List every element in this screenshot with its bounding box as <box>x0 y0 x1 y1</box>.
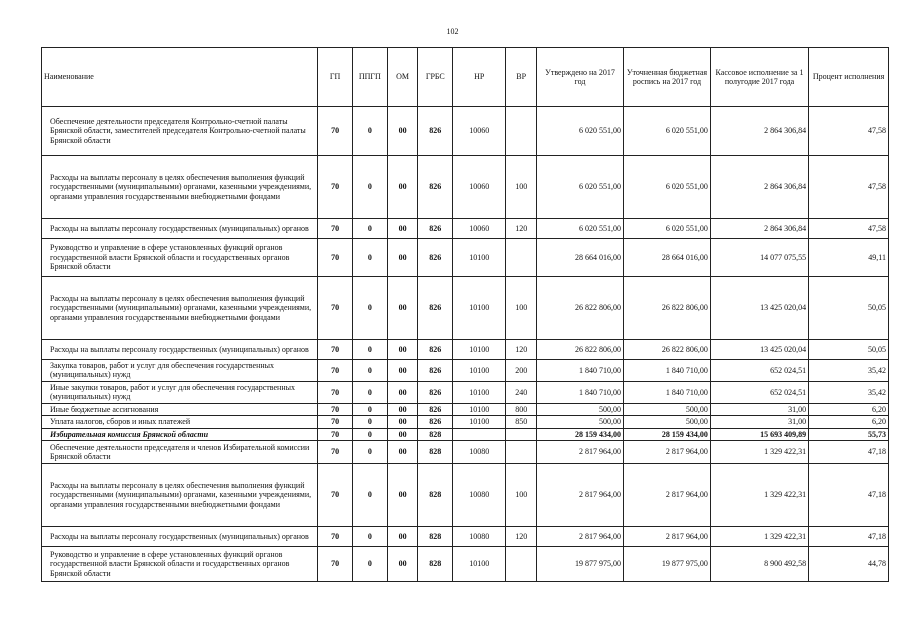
row-executed: 2 864 306,84 <box>710 107 808 156</box>
row-vr: 200 <box>506 360 537 382</box>
row-name: Уплата налогов, сборов и иных платежей <box>42 416 318 428</box>
row-nr: 10100 <box>453 360 506 382</box>
table-row <box>42 527 889 547</box>
table-row <box>42 416 889 428</box>
row-approved: 6 020 551,00 <box>537 156 624 219</box>
row-ppgp: 0 <box>352 219 387 239</box>
row-grbs: 826 <box>418 156 453 219</box>
row-refined: 19 877 975,00 <box>623 547 710 582</box>
table-row <box>42 360 889 382</box>
row-om: 00 <box>387 464 418 527</box>
row-percent: 6,20 <box>809 416 889 428</box>
row-executed: 8 900 492,58 <box>710 547 808 582</box>
row-refined: 1 840 710,00 <box>623 360 710 382</box>
row-gp: 70 <box>318 527 353 547</box>
row-nr: 10080 <box>453 464 506 527</box>
row-vr: 100 <box>506 464 537 527</box>
row-name: Расходы на выплаты персоналу в целях обеспечения выполнения функций государственными (муниципальными) органами, казенными учреждениями, органами управления государственными внебюджетными фондами <box>42 277 318 340</box>
row-percent: 47,18 <box>809 464 889 527</box>
row-grbs: 828 <box>418 547 453 582</box>
row-percent: 47,58 <box>809 156 889 219</box>
row-percent: 47,58 <box>809 107 889 156</box>
header-nr: НР <box>453 48 506 107</box>
table-row <box>42 464 889 527</box>
row-ppgp: 0 <box>352 547 387 582</box>
row-executed: 1 329 422,31 <box>710 441 808 464</box>
row-grbs: 826 <box>418 403 453 415</box>
row-percent: 35,42 <box>809 360 889 382</box>
row-nr: 10080 <box>453 527 506 547</box>
row-vr <box>506 441 537 464</box>
row-refined: 6 020 551,00 <box>623 107 710 156</box>
row-gp: 70 <box>318 416 353 428</box>
row-executed: 2 864 306,84 <box>710 156 808 219</box>
table-row <box>42 277 889 340</box>
row-refined: 28 664 016,00 <box>623 239 710 277</box>
row-nr: 10100 <box>453 403 506 415</box>
row-gp: 70 <box>318 428 353 440</box>
row-vr <box>506 107 537 156</box>
row-refined: 1 840 710,00 <box>623 381 710 403</box>
row-om: 00 <box>387 219 418 239</box>
header-gp: ГП <box>318 48 353 107</box>
row-name: Закупка товаров, работ и услуг для обеспечения государственных (муниципальных) нужд <box>42 360 318 382</box>
table-row <box>42 428 889 440</box>
row-vr: 120 <box>506 219 537 239</box>
row-gp: 70 <box>318 547 353 582</box>
header-name: Наименование <box>42 48 318 107</box>
row-om: 00 <box>387 403 418 415</box>
row-grbs: 826 <box>418 416 453 428</box>
row-om: 00 <box>387 381 418 403</box>
row-gp: 70 <box>318 360 353 382</box>
row-approved: 1 840 710,00 <box>537 360 624 382</box>
row-grbs: 826 <box>418 239 453 277</box>
row-percent: 55,73 <box>809 428 889 440</box>
row-percent: 47,58 <box>809 219 889 239</box>
header-vr: ВР <box>506 48 537 107</box>
row-approved: 26 822 806,00 <box>537 340 624 360</box>
row-vr: 850 <box>506 416 537 428</box>
row-nr: 10100 <box>453 340 506 360</box>
row-refined: 6 020 551,00 <box>623 156 710 219</box>
row-om: 00 <box>387 239 418 277</box>
row-executed: 13 425 020,04 <box>710 340 808 360</box>
row-grbs: 826 <box>418 381 453 403</box>
row-ppgp: 0 <box>352 360 387 382</box>
row-executed: 13 425 020,04 <box>710 277 808 340</box>
row-nr: 10100 <box>453 239 506 277</box>
row-percent: 50,05 <box>809 277 889 340</box>
row-refined: 26 822 806,00 <box>623 340 710 360</box>
row-om: 00 <box>387 360 418 382</box>
row-nr: 10100 <box>453 547 506 582</box>
row-approved: 500,00 <box>537 416 624 428</box>
table-row <box>42 403 889 415</box>
row-percent: 35,42 <box>809 381 889 403</box>
table-body <box>42 107 889 582</box>
row-nr: 10060 <box>453 107 506 156</box>
row-grbs: 828 <box>418 464 453 527</box>
row-grbs: 828 <box>418 428 453 440</box>
row-approved: 6 020 551,00 <box>537 219 624 239</box>
row-nr: 10100 <box>453 277 506 340</box>
row-nr: 10060 <box>453 219 506 239</box>
row-name: Избирательная комиссия Брянской области <box>42 428 318 440</box>
row-executed: 15 693 409,89 <box>710 428 808 440</box>
row-refined: 2 817 964,00 <box>623 441 710 464</box>
table-row <box>42 107 889 156</box>
row-vr: 100 <box>506 277 537 340</box>
row-ppgp: 0 <box>352 527 387 547</box>
row-ppgp: 0 <box>352 428 387 440</box>
row-name: Расходы на выплаты персоналу в целях обеспечения выполнения функций государственными (муниципальными) органами, казенными учреждениями, органами управления государственными внебюджетными фондами <box>42 464 318 527</box>
row-ppgp: 0 <box>352 416 387 428</box>
row-gp: 70 <box>318 381 353 403</box>
row-gp: 70 <box>318 239 353 277</box>
row-ppgp: 0 <box>352 403 387 415</box>
row-vr: 240 <box>506 381 537 403</box>
header-ppgp: ППГП <box>352 48 387 107</box>
table-row <box>42 219 889 239</box>
table-row <box>42 239 889 277</box>
row-nr: 10100 <box>453 381 506 403</box>
row-executed: 652 024,51 <box>710 381 808 403</box>
row-ppgp: 0 <box>352 239 387 277</box>
row-refined: 26 822 806,00 <box>623 277 710 340</box>
header-executed: Кассовое исполнение за 1 полугодие 2017 года <box>710 48 808 107</box>
header-approved: Утверждено на 2017 год <box>537 48 624 107</box>
row-approved: 19 877 975,00 <box>537 547 624 582</box>
row-vr: 120 <box>506 340 537 360</box>
row-om: 00 <box>387 156 418 219</box>
row-name: Иные закупки товаров, работ и услуг для обеспечения государственных (муниципальных) нужд <box>42 381 318 403</box>
row-grbs: 826 <box>418 340 453 360</box>
row-executed: 2 864 306,84 <box>710 219 808 239</box>
row-om: 00 <box>387 107 418 156</box>
row-gp: 70 <box>318 340 353 360</box>
row-om: 00 <box>387 547 418 582</box>
header-percent: Процент исполнения <box>809 48 889 107</box>
row-name: Расходы на выплаты персоналу государственных (муниципальных) органов <box>42 527 318 547</box>
table-row <box>42 381 889 403</box>
row-executed: 31,00 <box>710 416 808 428</box>
row-ppgp: 0 <box>352 340 387 360</box>
row-gp: 70 <box>318 156 353 219</box>
row-om: 00 <box>387 428 418 440</box>
budget-execution-table <box>41 47 889 582</box>
row-approved: 500,00 <box>537 403 624 415</box>
row-om: 00 <box>387 340 418 360</box>
row-vr <box>506 547 537 582</box>
row-om: 00 <box>387 416 418 428</box>
row-name: Руководство и управление в сфере установленных функций органов государственной власти Брянской области и государственных органов Брянской области <box>42 239 318 277</box>
row-nr: 10080 <box>453 441 506 464</box>
row-gp: 70 <box>318 277 353 340</box>
row-grbs: 828 <box>418 527 453 547</box>
row-refined: 2 817 964,00 <box>623 527 710 547</box>
row-name: Расходы на выплаты персоналу государственных (муниципальных) органов <box>42 340 318 360</box>
row-name: Обеспечение деятельности председателя Контрольно-счетной палаты Брянской области, заместителей председателя Контрольно-счетной палаты Брянской области <box>42 107 318 156</box>
row-nr: 10060 <box>453 156 506 219</box>
row-name: Иные бюджетные ассигнования <box>42 403 318 415</box>
row-approved: 6 020 551,00 <box>537 107 624 156</box>
row-nr: 10100 <box>453 416 506 428</box>
row-om: 00 <box>387 527 418 547</box>
table-row <box>42 156 889 219</box>
row-executed: 1 329 422,31 <box>710 464 808 527</box>
row-refined: 2 817 964,00 <box>623 464 710 527</box>
row-refined: 6 020 551,00 <box>623 219 710 239</box>
row-approved: 1 840 710,00 <box>537 381 624 403</box>
row-refined: 28 159 434,00 <box>623 428 710 440</box>
row-om: 00 <box>387 277 418 340</box>
row-name: Расходы на выплаты персоналу государственных (муниципальных) органов <box>42 219 318 239</box>
header-grbs: ГРБС <box>418 48 453 107</box>
row-ppgp: 0 <box>352 107 387 156</box>
row-vr: 100 <box>506 156 537 219</box>
row-name: Руководство и управление в сфере установленных функций органов государственной власти Брянской области и государственных органов Брянской области <box>42 547 318 582</box>
table-row <box>42 441 889 464</box>
row-grbs: 826 <box>418 277 453 340</box>
row-vr <box>506 239 537 277</box>
row-grbs: 828 <box>418 441 453 464</box>
row-approved: 28 664 016,00 <box>537 239 624 277</box>
table-row <box>42 340 889 360</box>
row-gp: 70 <box>318 403 353 415</box>
row-approved: 2 817 964,00 <box>537 527 624 547</box>
row-percent: 50,05 <box>809 340 889 360</box>
table-row <box>42 547 889 582</box>
row-percent: 47,18 <box>809 441 889 464</box>
row-percent: 49,11 <box>809 239 889 277</box>
row-gp: 70 <box>318 464 353 527</box>
row-ppgp: 0 <box>352 156 387 219</box>
row-grbs: 826 <box>418 219 453 239</box>
row-ppgp: 0 <box>352 464 387 527</box>
row-approved: 26 822 806,00 <box>537 277 624 340</box>
row-grbs: 826 <box>418 107 453 156</box>
header-om: ОМ <box>387 48 418 107</box>
row-percent: 6,20 <box>809 403 889 415</box>
row-ppgp: 0 <box>352 277 387 340</box>
row-nr <box>453 428 506 440</box>
row-percent: 47,18 <box>809 527 889 547</box>
row-executed: 14 077 075,55 <box>710 239 808 277</box>
row-vr: 120 <box>506 527 537 547</box>
row-name: Обеспечение деятельности председателя и членов Избирательной комиссии Брянской области <box>42 441 318 464</box>
row-grbs: 826 <box>418 360 453 382</box>
row-ppgp: 0 <box>352 381 387 403</box>
row-vr <box>506 428 537 440</box>
row-gp: 70 <box>318 219 353 239</box>
row-name: Расходы на выплаты персоналу в целях обеспечения выполнения функций государственными (муниципальными) органами, казенными учреждениями, органами управления государственными внебюджетными фондами <box>42 156 318 219</box>
row-om: 00 <box>387 441 418 464</box>
row-gp: 70 <box>318 107 353 156</box>
row-executed: 652 024,51 <box>710 360 808 382</box>
table-header <box>42 48 889 107</box>
row-executed: 1 329 422,31 <box>710 527 808 547</box>
row-refined: 500,00 <box>623 416 710 428</box>
header-refined: Уточненная бюджетная роспись на 2017 год <box>623 48 710 107</box>
row-approved: 2 817 964,00 <box>537 464 624 527</box>
row-percent: 44,78 <box>809 547 889 582</box>
row-approved: 28 159 434,00 <box>537 428 624 440</box>
row-refined: 500,00 <box>623 403 710 415</box>
row-gp: 70 <box>318 441 353 464</box>
row-ppgp: 0 <box>352 441 387 464</box>
row-approved: 2 817 964,00 <box>537 441 624 464</box>
page-number: 102 <box>446 27 459 36</box>
row-vr: 800 <box>506 403 537 415</box>
row-executed: 31,00 <box>710 403 808 415</box>
